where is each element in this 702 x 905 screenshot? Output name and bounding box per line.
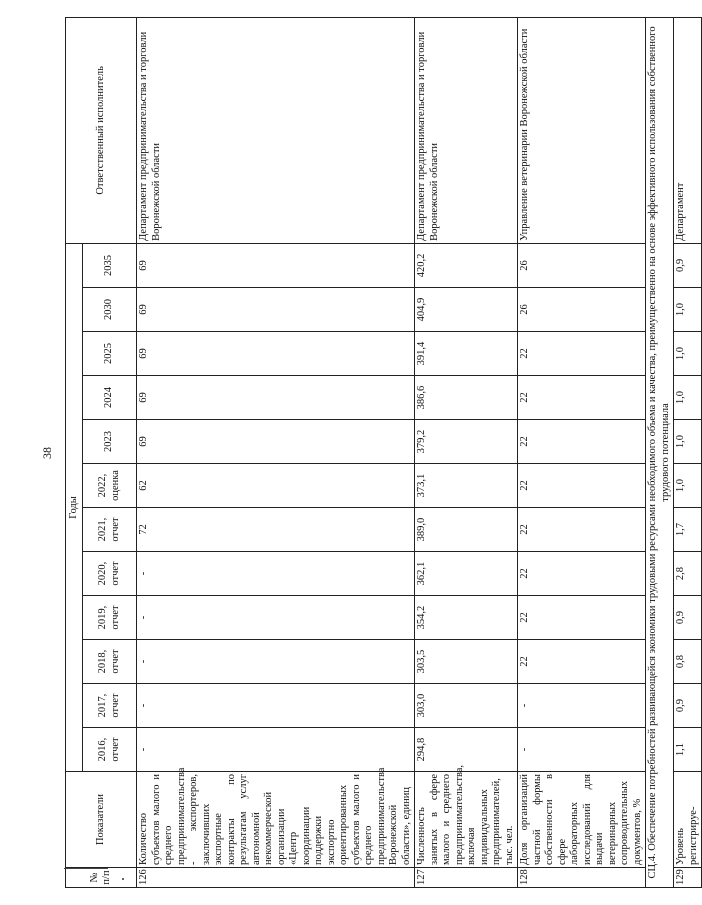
value-cell: 1,0 [674,376,702,420]
header-responsible: Ответственный исполнитель [66,17,137,243]
header-years: Годы [66,243,83,771]
section-heading: СЦ.4. Обеспечение потребностей развивающейся экономики трудовыми ресурсами необходимого объема и качества, преимущественно на основе эффективного использования собственного трудового потенциала [646,17,674,887]
responsible-cell: Департамент предпринимательства и торговли Воронежской области [415,17,518,243]
value-cell: 0,9 [674,684,702,728]
value-cell: 26 [518,288,646,332]
value-cell: 22 [518,376,646,420]
header-year: 2030 [83,288,137,332]
indicator-cell: Численность занятых в сфере малого и среднего предпринимательства, включая индивидуальных предпринимателей, тыс. чел. [415,772,518,868]
value-cell: 294,8 [415,728,518,772]
value-cell: 1,0 [674,288,702,332]
header-year: 2024 [83,376,137,420]
value-cell: 0,9 [674,243,702,287]
value-cell: 420,2 [415,243,518,287]
value-cell: 2,8 [674,552,702,596]
header-year: 2016, отчет [83,728,137,772]
value-cell: 62 [137,464,415,508]
value-cell: 362,1 [415,552,518,596]
value-cell: 379,2 [415,420,518,464]
section-row [646,17,674,887]
row-number: 126 [137,868,415,888]
indicators-table [65,17,702,888]
page-number: 38 [40,447,54,459]
value-cell: 1,0 [674,420,702,464]
value-cell: - [518,684,646,728]
value-cell: 1,0 [674,332,702,376]
value-cell: 72 [137,508,415,552]
table-row [518,17,646,887]
value-cell: - [137,596,415,640]
value-cell: 389,0 [415,508,518,552]
table-head [66,17,137,887]
value-cell: 1,7 [674,508,702,552]
row-number: 129 [674,868,702,888]
value-cell: 373,1 [415,464,518,508]
value-cell: 69 [137,243,415,287]
value-cell: 22 [518,420,646,464]
value-cell: 404,9 [415,288,518,332]
value-cell: 1,0 [674,464,702,508]
header-year: 2025 [83,332,137,376]
responsible-cell: Управление ветеринарии Воронежской области [518,17,646,243]
value-cell: 69 [137,288,415,332]
header-year: 2020, отчет [83,552,137,596]
header-year: 2022, оценка [83,464,137,508]
table-row [415,17,518,887]
header-indicator: Показатели [66,772,137,868]
header-year: 2023 [83,420,137,464]
row-number: 127 [415,868,518,888]
header-year: 2021, отчет [83,508,137,552]
value-cell: - [137,640,415,684]
value-cell: - [518,728,646,772]
value-cell: 22 [518,552,646,596]
header-num: № п/п [66,868,137,888]
header-year: 2019, отчет [83,596,137,640]
value-cell: 69 [137,332,415,376]
value-cell: 69 [137,420,415,464]
value-cell: 386,6 [415,376,518,420]
value-cell: 0,8 [674,640,702,684]
value-cell: 1,1 [674,728,702,772]
rotated-table-container [65,18,699,888]
indicator-cell: Доля организаций частной формы собственности в сфере лабораторных исследований для выдачи ветеринарных сопроводительных документов, % [518,772,646,868]
value-cell: 303,5 [415,640,518,684]
responsible-cell: Департамент предпринимательства и торговли Воронежской области [137,17,415,243]
value-cell: - [137,728,415,772]
header-year: 2018, отчет [83,640,137,684]
header-year: 2017, отчет [83,684,137,728]
value-cell: 303,0 [415,684,518,728]
value-cell: - [137,552,415,596]
indicator-cell: Количество субъектов малого и среднего предпринимательства - экспортеров, заключивших экспортные контракты по результатам услуг автономной некоммерческой организации «Центр координации поддержки экспортно ориентированных субъектов малого и среднего предпринимательства Воронежской области», единиц [137,772,415,868]
value-cell: 391,4 [415,332,518,376]
value-cell: 22 [518,596,646,640]
scan-mark [122,878,124,880]
value-cell: 22 [518,640,646,684]
value-cell: - [137,684,415,728]
value-cell: 22 [518,332,646,376]
indicator-cell: Уровень регистрируе- [674,772,702,868]
value-cell: 354,2 [415,596,518,640]
value-cell: 22 [518,508,646,552]
table-viewport [65,18,699,888]
responsible-cell: Департамент [674,17,702,243]
table-row [674,17,702,887]
table-row [137,17,415,887]
row-number: 128 [518,868,646,888]
value-cell: 26 [518,243,646,287]
header-year: 2035 [83,243,137,287]
value-cell: 0,9 [674,596,702,640]
value-cell: 22 [518,464,646,508]
value-cell: 69 [137,376,415,420]
footnote-rule [64,868,108,869]
table-body [137,17,702,887]
